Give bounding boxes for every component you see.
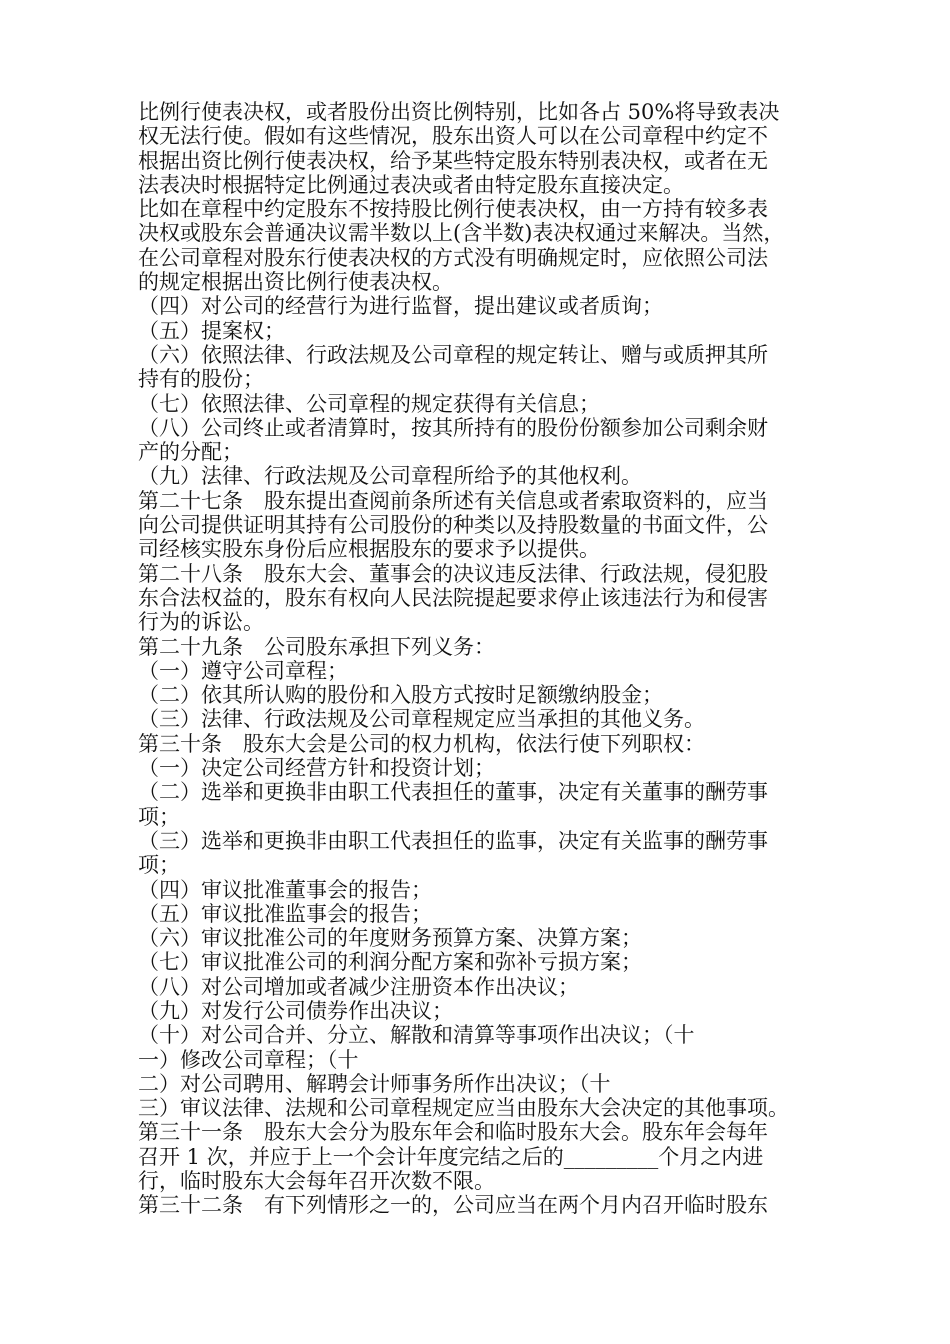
text-line: 产的分配； [138, 440, 243, 465]
text-line: 三）审议法律、法规和公司章程规定应当由股东大会决定的其他事项。 [138, 1096, 789, 1121]
text-line: （二）依其所认购的股份和入股方式按时足额缴纳股金； [138, 683, 663, 708]
text-line: （一）决定公司经营方针和投资计划； [138, 756, 495, 781]
text-line: 项； [138, 853, 180, 878]
text-line: （九）法律、行政法规及公司章程所给予的其他权利。 [138, 464, 642, 489]
text-line: 比如在章程中约定股东不按持股比例行使表决权，由一方持有较多表 [138, 197, 768, 222]
text-line: 第三十条 股东大会是公司的权力机构，依法行使下列职权： [138, 731, 705, 756]
text-line: 决权或股东会普通决议需半数以上(含半数)表决权通过来解决。当然， [138, 221, 785, 246]
text-line: （二）选举和更换非由职工代表担任的董事，决定有关董事的酬劳事 [138, 780, 768, 805]
text-line: 项； [138, 804, 180, 829]
text-line: 召开 1 次，并应于上一个会计年度完结之后的_________个月之内进 [138, 1144, 764, 1169]
text-line: （五）提案权； [138, 318, 285, 343]
text-line: 第三十一条 股东大会分为股东年会和临时股东大会。股东年会每年 [138, 1120, 768, 1145]
text-line: 第二十九条 公司股东承担下列义务： [138, 634, 495, 659]
text-line: （七）审议批准公司的利润分配方案和弥补亏损方案； [138, 950, 642, 975]
text-line: （六）审议批准公司的年度财务预算方案、决算方案； [138, 926, 642, 951]
text-line: 权无法行使。假如有这些情况，股东出资人可以在公司章程中约定不 [138, 124, 768, 149]
text-line: 行为的诉讼。 [138, 610, 264, 635]
text-line: 持有的股份； [138, 367, 264, 392]
text-line: 东合法权益的，股东有权向人民法院提起要求停止该违法行为和侵害 [138, 585, 768, 610]
text-line: 司经核实股东身份后应根据股东的要求予以提供。 [138, 537, 600, 562]
text-line: （四）对公司的经营行为进行监督，提出建议或者质询； [138, 294, 663, 319]
text-line: 第三十二条 有下列情形之一的，公司应当在两个月内召开临时股东 [138, 1193, 768, 1218]
text-line: （十）对公司合并、分立、解散和清算等事项作出决议；（十 [138, 1023, 695, 1048]
text-line: 在公司章程对股东行使表决权的方式没有明确规定时，应依照公司法 [138, 245, 768, 270]
text-line: 法表决时根据特定比例通过表决或者由特定股东直接决定。 [138, 172, 684, 197]
text-line: （三）选举和更换非由职工代表担任的监事，决定有关监事的酬劳事 [138, 828, 768, 853]
text-line: （七）依照法律、公司章程的规定获得有关信息； [138, 391, 600, 416]
text-line: 一）修改公司章程；（十 [138, 1047, 359, 1072]
text-line: 行，临时股东大会每年召开次数不限。 [138, 1169, 495, 1194]
text-line: 二）对公司聘用、解聘会计师事务所作出决议；（十 [138, 1071, 611, 1096]
text-line: （四）审议批准董事会的报告； [138, 877, 432, 902]
text-line: （五）审议批准监事会的报告； [138, 901, 432, 926]
text-line: 的规定根据出资比例行使表决权。 [138, 270, 453, 295]
text-line: （六）依照法律、行政法规及公司章程的规定转让、赠与或质押其所 [138, 342, 768, 367]
text-line: （八）对公司增加或者减少注册资本作出决议； [138, 974, 579, 999]
text-line: （九）对发行公司债券作出决议； [138, 998, 453, 1023]
text-line: 比例行使表决权，或者股份出资比例特别，比如各占 50%将导致表决 [138, 100, 780, 124]
text-line: （一）遵守公司章程； [138, 658, 348, 683]
text-line: 第二十八条 股东大会、董事会的决议违反法律、行政法规，侵犯股 [138, 561, 768, 586]
text-line: 根据出资比例行使表决权，给予某些特定股东特别表决权，或者在无 [138, 148, 768, 173]
text-line: 向公司提供证明其持有公司股份的种类以及持股数量的书面文件，公 [138, 513, 768, 538]
text-line: （八）公司终止或者清算时，按其所持有的股份份额参加公司剩余财 [138, 415, 768, 440]
document-body [138, 100, 828, 1218]
text-line: （三）法律、行政法规及公司章程规定应当承担的其他义务。 [138, 707, 705, 732]
text-line: 第二十七条 股东提出查阅前条所述有关信息或者索取资料的，应当 [138, 488, 768, 513]
